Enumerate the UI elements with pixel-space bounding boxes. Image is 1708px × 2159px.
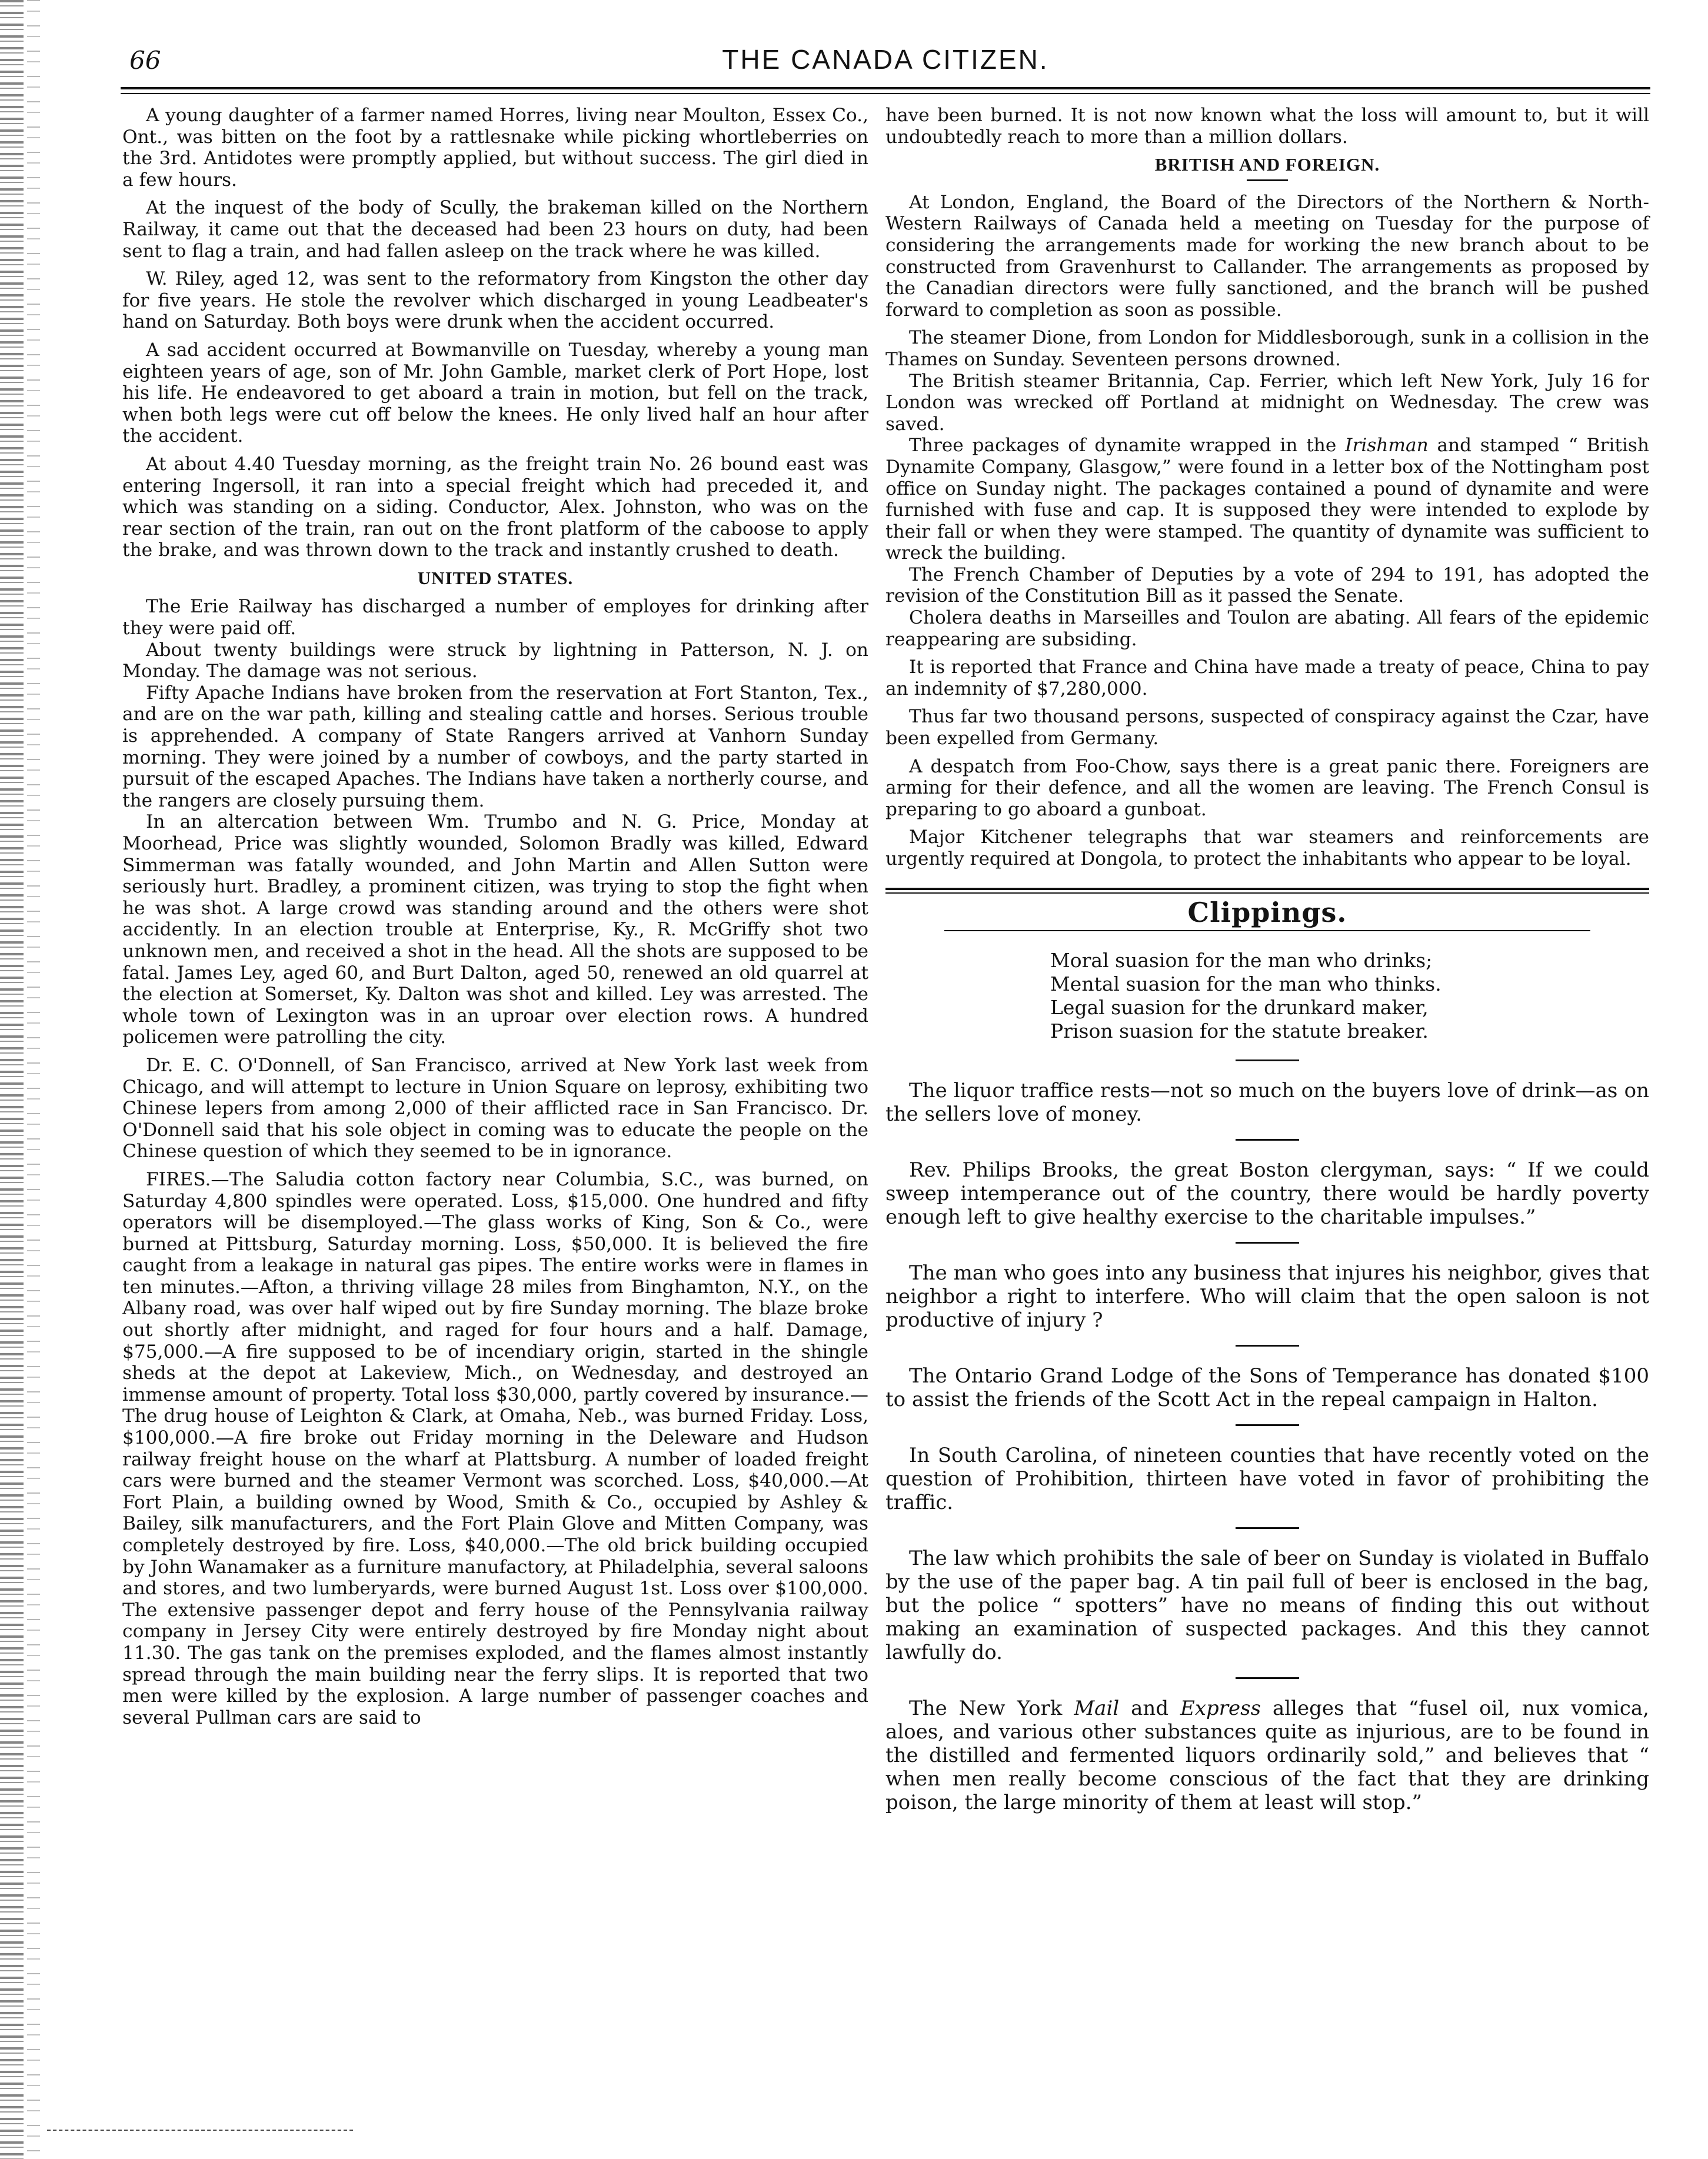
article-fires-continued: have been burned. It is not now known what the loss will amount to, but it will undoubtedly reach to more than a million dollars. [885, 105, 1649, 148]
poem-line: Mental suasion for the man who thinks. [1050, 972, 1441, 996]
article-northern-railways: At London, England, the Board of the Directors of the Northern & North-Western Railways of Canada held a meeting on Tuesday for the purpose of considering the arrangements made for working the new branch about to be constructed from Gravenhurst to Callander. The arrangements as proposed by the Canadian directors were fully sanctioned, and the branch will be pushed forward to completion as soon as possible. [885, 191, 1649, 321]
poem-line: Legal suasion for the drunkard maker, [1050, 996, 1429, 1019]
clipping-buffalo-beer [885, 1547, 1649, 1664]
clipping-text: The Ontario Grand Lodge of the Sons of Temperance has donated $100 to assist the friends of the Scott Act in the repeal campaign in Halton. [885, 1364, 1649, 1412]
bottom-scan-mark [47, 2130, 353, 2131]
article-scully-inquest: At the inquest of the body of Scully, the brakeman killed on the Northern Railway, it came out that the deceased had been 23 hours on duty, had been sent to flag a train, and had fallen asleep on the track where he was killed. [122, 197, 868, 262]
clipping-text: The man who goes into any business that injures his neighbor, gives that neighbor a right to interfere. Who will claim that the open saloon is not productive of injury ? [885, 1261, 1649, 1332]
separator [1236, 1242, 1299, 1244]
clippings-section [885, 888, 1649, 1815]
scan-edge-marks [27, 0, 40, 2159]
express-title: Express [1180, 1697, 1261, 1721]
article-ingersoll: At about 4.40 Tuesday morning, as the freight train No. 26 bound east was entering Ingersoll, it ran into a special freight which had preceded it, and which was standing on a siding. Conductor, Alex. Johnston, who was on the rear section of the train, ran out on the front platform of the caboose to apply the brake, and was thrown down to the track and instantly crushed to death. [122, 453, 868, 561]
clippings-rule-top-thin [885, 892, 1649, 894]
article-czar: Thus far two thousand persons, suspected of conspiracy against the Czar, have been expelled from Germany. [885, 706, 1649, 749]
mail-text-b: alleges that “fusel oil, nux vomica, aloes, and various other substances quite as injurious, are to be found in the distilled and fermented liquors ordinarily sold,” and believes that “ when men really become conscious of the fact that they are drinking poison, the large minority of them at least will stop.” [885, 1697, 1649, 1815]
separator [1236, 1677, 1299, 1679]
clipping-text [885, 1697, 1649, 1814]
mail-text-a: The New York [909, 1697, 1074, 1721]
separator [1236, 1424, 1299, 1426]
right-column [885, 105, 1649, 1814]
separator [1236, 1345, 1299, 1347]
article-foochow: A despatch from Foo-Chow, says there is a great panic there. Foreigners are arming for their defence, and all the women are leaving. The French Consul is preparing to go aboard a gunboat. [885, 755, 1649, 820]
article-fires [122, 1169, 868, 1728]
article-steamer-dione: The steamer Dione, from London for Middlesborough, sunk in a collision in the Thames on Sunday. Seventeen persons drowned. [885, 327, 1649, 370]
poem-line: Moral suasion for the man who drinks; [1050, 949, 1433, 972]
fires-label: FIRES. [146, 1168, 211, 1190]
article-apache: Fifty Apache Indians have broken from the reservation at Fort Stanton, Tex., and are on the war path, killing and stealing cattle and horses. Serious trouble is apprehended. A company of State Rangers arrived at Vanhorn Sunday morning. They were joined by a number of cowboys, and the party started in pursuit of the escaped Apaches. The Indians have taken a northerly course, and the rangers are closely pursuing them. [122, 682, 868, 811]
clipping-south-carolina [885, 1444, 1649, 1514]
article-riley: W. Riley, aged 12, was sent to the reformatory from Kingston the other day for five years. He stole the revolver which discharged in young Leadbeater's hand on Saturday. Both boys were drunk when the accident occurred. [122, 268, 868, 333]
clipping-text: In South Carolina, of nineteen counties that have recently voted on the question of Prohibition, thirteen have voted in favor of prohibiting the traffic. [885, 1444, 1649, 1515]
dynamite-text-b: and stamped “ British Dynamite Company, Glasgow,” were found in a letter box of the Nottingham post office on Sunday night. The packages contained a pound of dynamite and were furnished with fuse and cap. It is supposed they were intended to explode by their fall or when they were stamped. The quantity of dynamite was sufficient to wreck the building. [885, 435, 1649, 564]
clipping-grand-lodge [885, 1364, 1649, 1411]
section-heading-text: UNITED STATES. [417, 567, 574, 588]
mail-title: Mail [1074, 1697, 1120, 1721]
clipping-liquor-traffic [885, 1079, 1649, 1126]
left-column [122, 105, 868, 1735]
separator [1236, 1527, 1299, 1529]
mail-and: and [1119, 1697, 1181, 1721]
article-lightning: About twenty buildings were struck by lightning in Patterson, N. J. on Monday. The damage was not serious. [122, 639, 868, 682]
section-heading-text: BRITISH AND FOREIGN. [1154, 154, 1380, 175]
article-dynamite [885, 435, 1649, 564]
article-kitchener: Major Kitchener telegraphs that war steamers and reinforcements are urgently required at Dongola, to protect the inhabitants who appear to be loyal. [885, 827, 1649, 869]
clippings-title: Clippings. [1187, 896, 1347, 928]
article-rattlesnake: A young daughter of a farmer named Horres, living near Moulton, Essex Co., Ont., was bitten on the foot by a rattlesnake while picking whortleberries on the 3rd. Antidotes were promptly applied, but without success. The girl died in a few hours. [122, 105, 868, 191]
section-heading-british-foreign [885, 154, 1649, 181]
header-rule-thin [121, 93, 1650, 94]
page-number: 66 [129, 46, 161, 75]
clipping-text: Rev. Philips Brooks, the great Boston clergyman, says: “ If we could sweep intemperance out of the country, there would be hardly poverty enough left to give healthy exercise to the charitable impulses.” [885, 1158, 1649, 1230]
clipping-new-york-mail [885, 1697, 1649, 1814]
poem-line: Prison suasion for the statute breaker. [1050, 1019, 1429, 1043]
clippings-rule-top [885, 888, 1649, 890]
temperance-poem [1050, 949, 1649, 1043]
article-erie-railway: The Erie Railway has discharged a number of employes for drinking after they were paid off. [122, 596, 868, 639]
article-france-china: It is reported that France and China have made a treaty of peace, China to pay an indemnity of $7,280,000. [885, 657, 1649, 699]
clipping-open-saloon [885, 1261, 1649, 1332]
article-french-chamber: The French Chamber of Deputies by a vote of 294 to 191, has adopted the revision of the Constitution Bill as it passed the Senate. [885, 564, 1649, 607]
page-header [121, 42, 1650, 84]
scan-edge [0, 0, 24, 2159]
clipping-philips-brooks [885, 1158, 1649, 1229]
article-bowmanville: A sad accident occurred at Bowmanville on Tuesday, whereby a young man eighteen years of age, son of Mr. John Gamble, market clerk of Port Hope, lost his life. He endeavored to get aboard a train in motion, but fell on the track, when both legs were cut off below the knees. He only lived half an hour after the accident. [122, 339, 868, 447]
irishman-title: Irishman [1345, 435, 1429, 457]
separator [1236, 1139, 1299, 1141]
section-heading-united-states [122, 568, 868, 589]
article-cholera: Cholera deaths in Marseilles and Toulon are abating. All fears of the epidemic reappearing are subsiding. [885, 607, 1649, 650]
clipping-text: The liquor traffice rests—not so much on the buyers love of drink—as on the sellers love of money. [885, 1079, 1649, 1127]
clipping-text: The law which prohibits the sale of beer on Sunday is violated in Buffalo by the use of the paper bag. A tin pail full of beer is enclosed in the bag, but the police “ spotters” have no means of finding this out without making an examination of suspected packages. And this they cannot lawfully do. [885, 1547, 1649, 1665]
fires-text: —The Saludia cotton factory near Columbia, S.C., was burned, on Saturday 4,800 spindles were operated. Loss, $15,000. One hundred and fifty operators will be disemployed.—The glass works of King, Son & Co., were burned at Pittsburg, Saturday morning. Loss, $50,000. It is believed the fire caught from a leakage in natural gas pipes. The entire works were in flames in ten minutes.—Afton, a thriving village 28 miles from Binghamton, N.Y., on the Albany road, was over half wiped out by fire Sunday morning. The blaze broke out shortly after midnight, and raged for four hours and a half. Damage, $75,000.—A fire supposed to be of incendiary origin, started in the shingle sheds at the depot at Lakeview, Mich., on Wednesday, and destroyed an immense amount of property. Total loss $30,000, partly covered by insurance.—The drug house of Leighton & Clark, at Omaha, Neb., was burned Friday. Loss, $100,000.—A fire broke out Friday morning in the Deleware and Hudson railway freight house on the wharf at Plattsburg. A number of loaded freight cars were burned and the steamer Vermont was scorched. Loss, $40,000.—At Fort Plain, a building owned by Wood, Smith & Co., occupied by Ashley & Bailey, silk manufacturers, and the Fort Plain Glove and Mitten Company, was completely destroyed by fire. Loss, $40,000.—The old brick building occupied by John Wanamaker as a furniture manufactory, at Philadelphia, several saloons and stores, and two lumberyards, were burned August 1st. Loss over $100,000. The extensive passenger depot and ferry house of the Pennsylvania railway company in Jersey City were entirely destroyed by fire Monday night about 11.30. The gas tank on the premises exploded, and the flames almost instantly spread through the main building near the ferry slips. It is reported that two men were killed by the explosion. A large number of passenger coaches and several Pullman cars are said to [122, 1168, 868, 1728]
separator [1236, 1059, 1299, 1061]
article-odonnell: Dr. E. C. O'Donnell, of San Francisco, arrived at New York last week from Chicago, and will attempt to lecture in Union Square on leprosy, exhibiting two Chinese lepers from among 2,000 of their afflicted race in San Francisco. Dr. O'Donnell said that his sole object in coming was to educate the people on the Chinese question of which they seemed to be in ignorance. [122, 1054, 868, 1162]
clippings-rule-bottom [944, 930, 1590, 931]
section-dash [1247, 179, 1288, 181]
article-steamer-britannia: The British steamer Britannia, Cap. Ferrier, which left New York, July 16 for London was wrecked off Portland at midnight on Wednesday. The crew was saved. [885, 370, 1649, 435]
header-rule [121, 87, 1650, 89]
dynamite-text-a: Three packages of dynamite wrapped in the [909, 435, 1346, 457]
article-altercation: In an altercation between Wm. Trumbo and N. G. Price, Monday at Moorhead, Price was slightly wounded, Solomon Bradly was killed, Edward Simmerman was fatally wounded, and John Martin and Allen Sutton were seriously hurt. Bradley, a prominent citizen, was trying to stop the fight when he was shot. A large crowd was standing around and the others were shot accidently. In an election trouble at Enterprise, Ky., R. McGriffy shot two unknown men, and received a shot in the head. All the shots are supposed to be fatal. James Ley, aged 60, and Burt Dalton, aged 50, renewed an old quarrel at the election at Somerset, Ky. Dalton was shot and killed. Ley was arrested. The whole town of Lexington was in an uproar over election rows. A hundred policemen were patrolling the city. [122, 811, 868, 1048]
page-title: THE CANADA CITIZEN. [722, 44, 1049, 75]
